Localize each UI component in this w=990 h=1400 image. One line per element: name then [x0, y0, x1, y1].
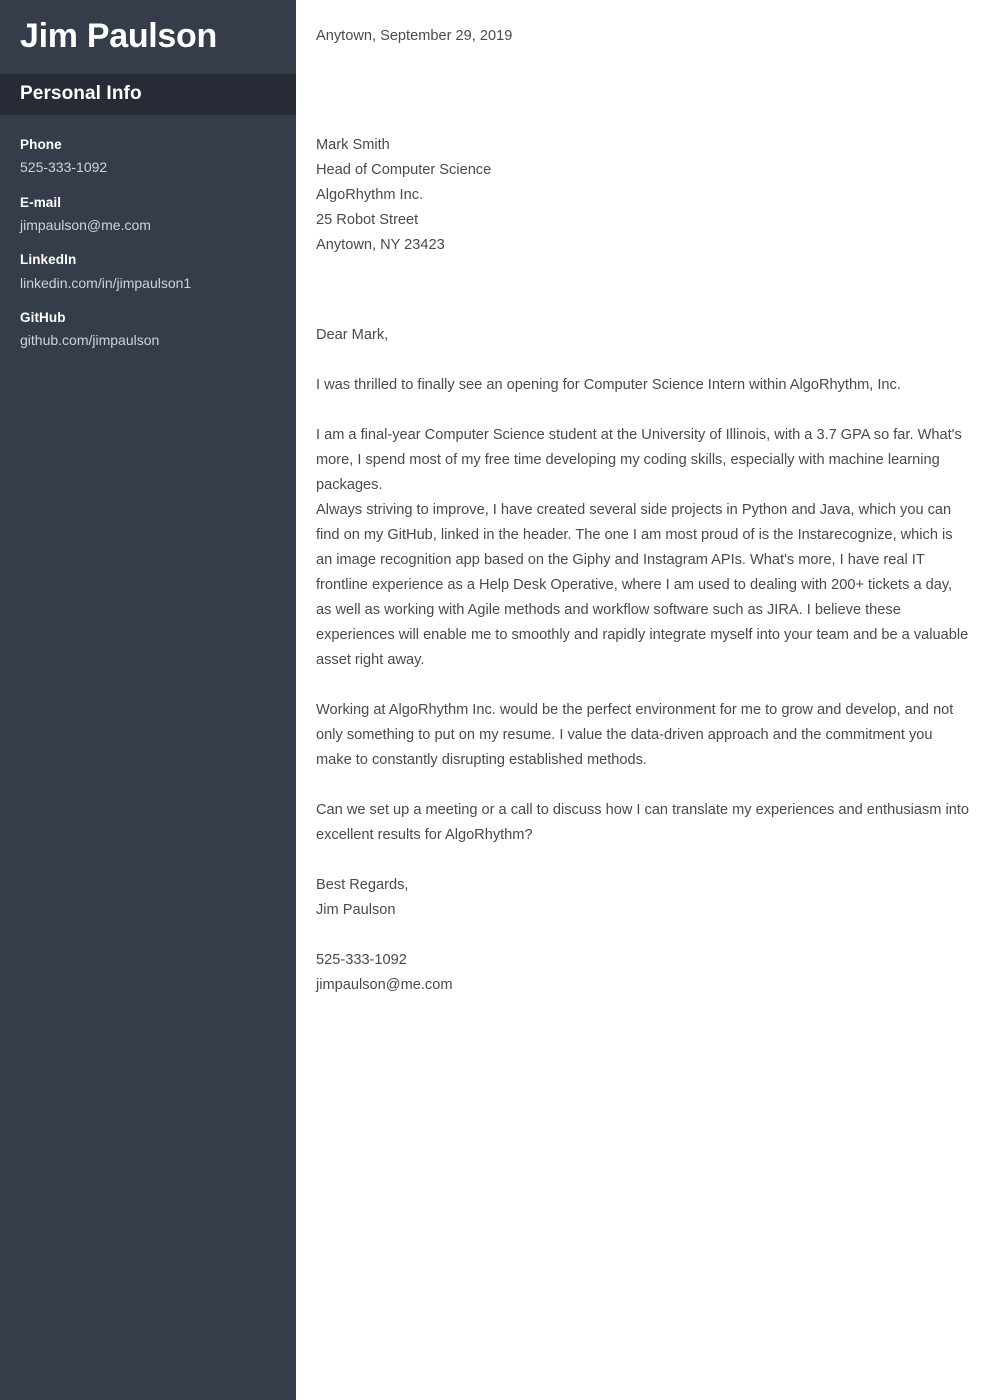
contact-label-phone: Phone	[20, 137, 62, 153]
recipient-title: Head of Computer Science	[316, 162, 492, 178]
letter-closing-block	[316, 873, 969, 923]
recipient-street: 25 Robot Street	[316, 212, 419, 228]
recipient-city-state-zip: Anytown, NY 23423	[316, 237, 445, 253]
closing-signature-name: Jim Paulson	[316, 902, 396, 918]
sidebar-header	[0, 0, 296, 74]
recipient-address-block	[316, 133, 969, 258]
contact-value-linkedin[interactable]: linkedin.com/in/jimpaulson1	[20, 274, 192, 291]
contact-value-github[interactable]: github.com/jimpaulson	[20, 332, 160, 349]
contact-item-email	[20, 193, 276, 237]
sidebar	[0, 0, 296, 1400]
contact-value-phone: 525-333-1092	[20, 159, 108, 176]
letter-paragraph-2: I am a final-year Computer Science student at the University of Illinois, with a 3.7 GPA so far. What's more, I spend most of my free time developing my coding skills, especially with machine learning packages.	[316, 427, 962, 493]
candidate-name: Jim Paulson	[20, 17, 217, 55]
letter-salutation: Dear Mark,	[316, 327, 389, 343]
letter-content	[316, 24, 969, 998]
closing-salutation: Best Regards,	[316, 877, 409, 893]
recipient-name: Mark Smith	[316, 137, 390, 153]
contact-item-phone	[20, 135, 276, 179]
letter-paragraph-1: I was thrilled to finally see an opening for Computer Science Intern within AlgoRhythm, Inc.	[316, 377, 901, 393]
recipient-company: AlgoRhythm Inc.	[316, 187, 424, 203]
contact-value-email[interactable]: jimpaulson@me.com	[20, 217, 151, 233]
signoff-contact-block	[316, 948, 969, 998]
signoff-phone: 525-333-1092	[316, 952, 407, 968]
letter-paragraph-5: Can we set up a meeting or a call to discuss how I can translate my experiences and enthusiasm into excellent results for AlgoRhythm?	[316, 802, 970, 843]
contact-label-github: GitHub	[20, 310, 66, 326]
contact-label-linkedin: LinkedIn	[20, 252, 77, 268]
contact-item-linkedin	[20, 250, 276, 294]
contact-label-email: E-mail	[20, 194, 62, 210]
personal-info-heading: Personal Info	[20, 83, 142, 105]
signoff-email[interactable]: jimpaulson@me.com	[316, 977, 453, 993]
personal-info-section-bar	[0, 74, 296, 115]
contact-list	[0, 115, 296, 352]
letter-paragraph-3: Always striving to improve, I have created several side projects in Python and Java, which you can find on my GitHub, linked in the header. The one I am most proud of is the Instarecognize, which is an image recognition app based on the Giphy and Instagram APIs. What's more, I have real IT frontline experience as a Help Desk Operative, where I am used to dealing with 200+ tickets a day, as well as working with Agile methods and workflow software such as JIRA. I believe these experiences will enable me to smoothly and rapidly integrate myself into your team and be a valuable asset right away.	[316, 502, 969, 668]
contact-item-github	[20, 308, 276, 352]
letter-body	[296, 0, 990, 1400]
letter-paragraph-4: Working at AlgoRhythm Inc. would be the perfect environment for me to grow and develop, and not only something to put on my resume. I value the data-driven approach and the commitment you make to constantly disrupting established methods.	[316, 702, 954, 768]
letter-date: Anytown, September 29, 2019	[316, 28, 513, 44]
